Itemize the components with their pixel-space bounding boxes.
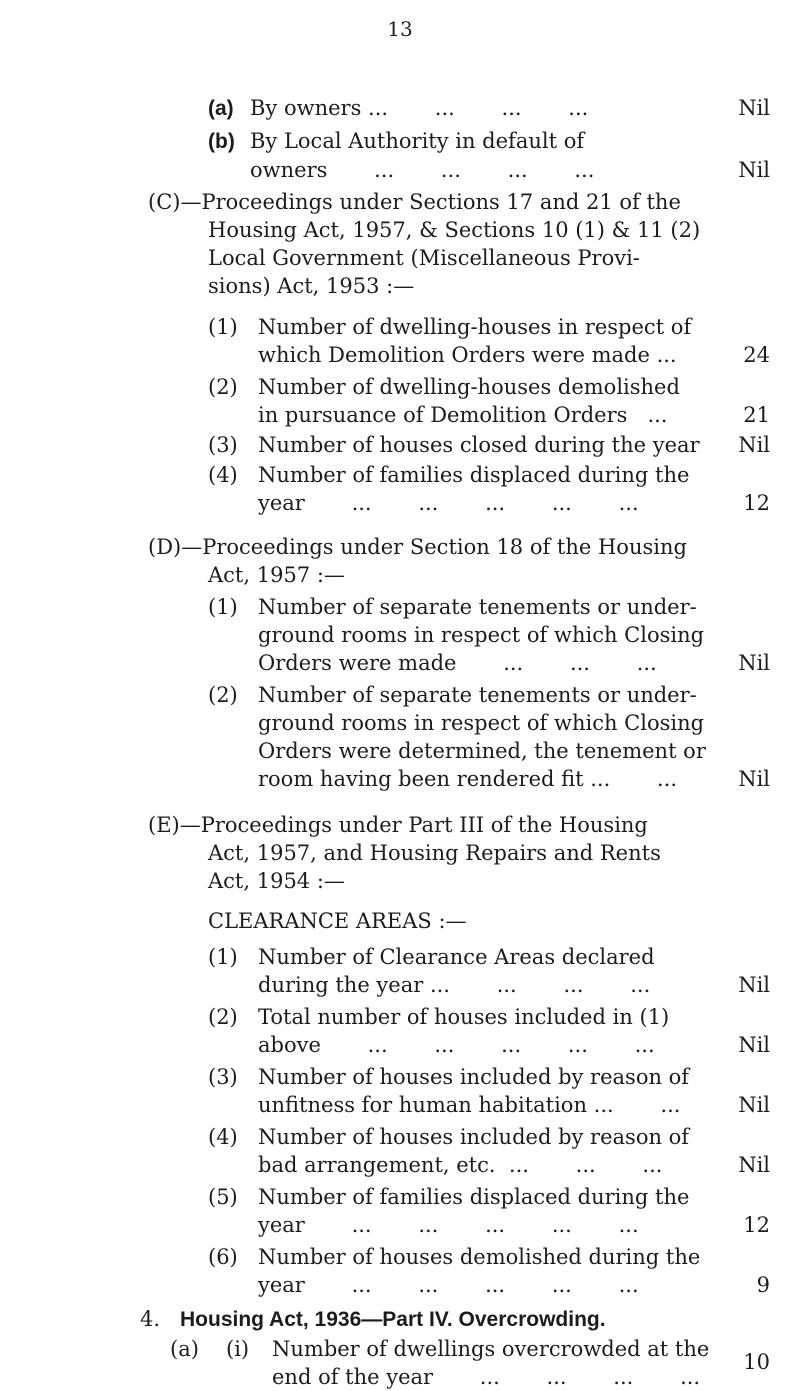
e-item5-line1: Number of families displaced during the bbox=[258, 1185, 690, 1209]
item-a-value: Nil bbox=[738, 96, 770, 120]
section-4-value: 10 bbox=[743, 1350, 770, 1374]
c-item1-num: (1) bbox=[208, 315, 238, 339]
c-item1-value: 24 bbox=[743, 343, 770, 367]
e-item1-value: Nil bbox=[738, 973, 770, 997]
section-e-heading-2: Act, 1957, and Housing Repairs and Rents bbox=[208, 841, 661, 865]
e-item6-line1: Number of houses demolished during the bbox=[258, 1245, 701, 1269]
d-item2-num: (2) bbox=[208, 683, 238, 707]
d-item2-line3: Orders were determined, the tenement or bbox=[258, 739, 706, 763]
section-c-heading-3: Local Government (Miscellaneous Provi- bbox=[208, 246, 640, 270]
item-b-label: (b) bbox=[208, 130, 235, 153]
page-number: 13 bbox=[387, 17, 413, 41]
d-item2-line1: Number of separate tenements or under- bbox=[258, 683, 697, 707]
e-item4-line2: bad arrangement, etc. ... ... ... bbox=[258, 1153, 663, 1177]
e-item6-value: 9 bbox=[756, 1273, 770, 1297]
e-item2-line1: Total number of houses included in (1) bbox=[258, 1005, 670, 1029]
d-item1-num: (1) bbox=[208, 595, 238, 619]
c-item1-line1: Number of dwelling-houses in respect of bbox=[258, 315, 692, 339]
e-item1-line2: during the year ... ... ... ... bbox=[258, 973, 651, 997]
d-item1-line3: Orders were made ... ... ... bbox=[258, 651, 657, 675]
section-d-heading-2: Act, 1957 :— bbox=[208, 563, 345, 587]
e-item6-num: (6) bbox=[208, 1245, 238, 1269]
d-item1-line2: ground rooms in respect of which Closing bbox=[258, 623, 705, 647]
section-4-heading: Housing Act, 1936—Part IV. Overcrowding. bbox=[180, 1308, 606, 1331]
c-item4-num: (4) bbox=[208, 463, 238, 487]
c-item2-line1: Number of dwelling-houses demolished bbox=[258, 375, 680, 399]
c-item1-line2: which Demolition Orders were made ... bbox=[258, 343, 677, 367]
d-item1-value: Nil bbox=[738, 651, 770, 675]
item-b-line2: owners ... ... ... ... bbox=[250, 158, 595, 182]
e-item5-num: (5) bbox=[208, 1185, 238, 1209]
section-c-heading-4: sions) Act, 1953 :— bbox=[208, 274, 415, 298]
c-item4-value: 12 bbox=[743, 491, 770, 515]
section-c-heading-1: (C)—Proceedings under Sections 17 and 21 of the bbox=[148, 190, 681, 214]
section-4-i-label: (i) bbox=[226, 1337, 250, 1361]
c-item3-num: (3) bbox=[208, 433, 238, 457]
item-b-line1: By Local Authority in default of bbox=[250, 129, 585, 153]
c-item3-line1: Number of houses closed during the year bbox=[258, 433, 700, 457]
e-item6-line2: year ... ... ... ... ... bbox=[258, 1273, 639, 1297]
section-d-heading-1: (D)—Proceedings under Section 18 of the Housing bbox=[148, 535, 687, 559]
e-item5-value: 12 bbox=[743, 1213, 770, 1237]
d-item2-line4: room having been rendered fit ... ... bbox=[258, 767, 678, 791]
e-item2-value: Nil bbox=[738, 1033, 770, 1057]
section-c-heading-2: Housing Act, 1957, & Sections 10 (1) & 11 (2) bbox=[208, 218, 701, 242]
e-item3-line1: Number of houses included by reason of bbox=[258, 1065, 690, 1089]
section-4-line1: Number of dwellings overcrowded at the bbox=[272, 1337, 710, 1361]
c-item2-num: (2) bbox=[208, 375, 238, 399]
c-item2-value: 21 bbox=[743, 403, 770, 427]
section-4-line2: end of the year ... ... ... ... bbox=[272, 1365, 701, 1389]
c-item4-line2: year ... ... ... ... ... bbox=[258, 491, 639, 515]
section-4-number: 4. bbox=[140, 1307, 161, 1331]
section-4-a-label: (a) bbox=[170, 1337, 199, 1361]
e-item2-line2: above ... ... ... ... ... bbox=[258, 1033, 655, 1057]
e-item1-line1: Number of Clearance Areas declared bbox=[258, 945, 655, 969]
e-item3-num: (3) bbox=[208, 1065, 238, 1089]
section-e-heading-1: (E)—Proceedings under Part III of the Housing bbox=[148, 813, 648, 837]
section-e-heading-3: Act, 1954 :— bbox=[208, 869, 345, 893]
e-item5-line2: year ... ... ... ... ... bbox=[258, 1213, 639, 1237]
d-item2-line2: ground rooms in respect of which Closing bbox=[258, 711, 705, 735]
d-item1-line1: Number of separate tenements or under- bbox=[258, 595, 697, 619]
d-item2-value: Nil bbox=[738, 767, 770, 791]
c-item2-line2: in pursuance of Demolition Orders ... bbox=[258, 403, 668, 427]
item-b-value: Nil bbox=[738, 158, 770, 182]
e-item1-num: (1) bbox=[208, 945, 238, 969]
e-item4-line1: Number of houses included by reason of bbox=[258, 1125, 690, 1149]
e-item4-num: (4) bbox=[208, 1125, 238, 1149]
c-item4-line1: Number of families displaced during the bbox=[258, 463, 690, 487]
e-item4-value: Nil bbox=[738, 1153, 770, 1177]
item-a-label: (a) bbox=[208, 97, 234, 120]
clearance-areas-subheading: CLEARANCE AREAS :— bbox=[208, 909, 467, 933]
c-item3-value: Nil bbox=[738, 433, 770, 457]
e-item3-value: Nil bbox=[738, 1093, 770, 1117]
e-item2-num: (2) bbox=[208, 1005, 238, 1029]
item-a-text: By owners ... ... ... ... bbox=[250, 96, 589, 120]
e-item3-line2: unfitness for human habitation ... ... bbox=[258, 1093, 681, 1117]
